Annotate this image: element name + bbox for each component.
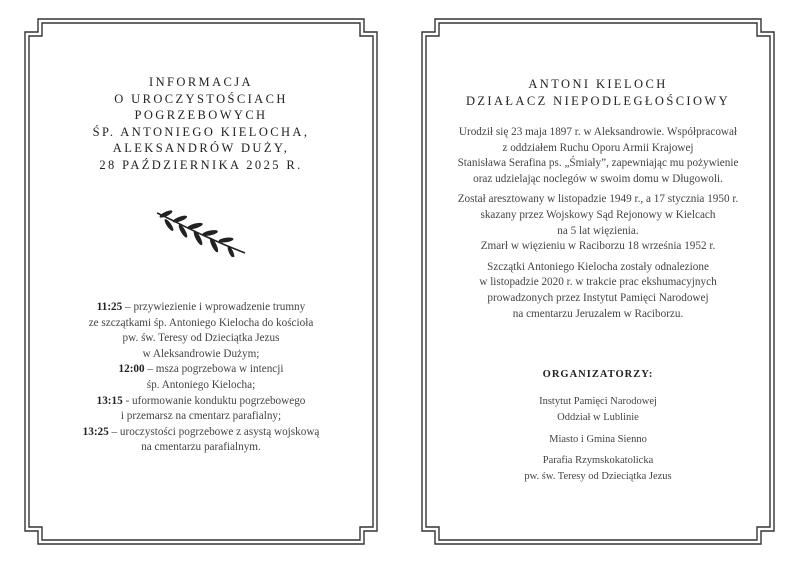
biography-paragraph (421, 260, 775, 322)
biography-line: Urodził się 23 maja 1897 r. w Aleksandrowie. Współpracował (458, 126, 738, 138)
schedule-line: pw. św. Teresy od Dzieciątka Jezus (122, 332, 280, 345)
schedule-line: w Aleksandrowie Dużym; (142, 347, 260, 360)
biography-line: prowadzonych przez Instytut Pamięci Narodowej (487, 291, 709, 304)
biography-text (421, 125, 775, 327)
heading-line: POGRZEBOWYCH (134, 108, 268, 122)
heading-line: O UROCZYSTOŚCIACH (114, 91, 288, 106)
event-heading (24, 74, 378, 173)
schedule-time: 13:25 (82, 425, 109, 438)
biography-line: w listopadzie 2020 r. w trakcie prac ekshumacyjnych (479, 276, 717, 289)
organizer (421, 394, 775, 426)
left-card (24, 18, 378, 545)
right-card (421, 18, 775, 545)
heading-line: ANTONI KIELOCH (528, 77, 668, 91)
schedule-line: ze szczątkami śp. Antoniego Kielocha do kościoła (88, 316, 314, 329)
schedule-line: 13:15 - uformowanie konduktu pogrzebowego (96, 394, 306, 407)
organizer-line: pw. św. Teresy od Dzieciątka Jezus (524, 471, 672, 483)
schedule-time: 12:00 (118, 363, 145, 376)
schedule-line: na cmentarzu parafialnym. (141, 441, 261, 454)
biography-paragraph (421, 125, 775, 187)
heading-line: INFORMACJA (149, 75, 253, 89)
heading-line: DZIAŁACZ NIEPODLEGŁOŚCIOWY (465, 93, 731, 108)
heading-line: 28 PAŹDZIERNIKA 2025 R. (99, 157, 303, 172)
biography-line: Został aresztowany w listopadzie 1949 r., a 17 stycznia 1950 r. (457, 193, 739, 206)
schedule-line: 11:25 – przywiezienie i wprowadzenie trumny (96, 301, 306, 313)
biography-line: oraz udzielając noclegów w swoim domu w Długowoli. (473, 172, 723, 185)
organizer (421, 432, 775, 448)
schedule-line: 12:00 – msza pogrzebowa w intencji (118, 363, 284, 376)
biography-line: Zmarł w więzieniu w Raciborzu 18 września 1952 r. (480, 240, 716, 253)
biography-heading (421, 76, 775, 109)
schedule-line: 13:25 – uroczystości pogrzebowe z asystą wojskową (82, 425, 320, 438)
olive-branch-icon (153, 209, 249, 257)
schedule-line: i przemarsz na cmentarz parafialny; (120, 410, 282, 423)
schedule-time: 13:15 (96, 394, 123, 407)
biography-line: na 5 lat więzienia. (557, 224, 639, 237)
organizer (421, 453, 775, 485)
biography-line: Stanisława Serafina ps. „Śmiały”, zapewniając mu pożywienie (457, 157, 739, 170)
organizer-line: Parafia Rzymskokatolicka (542, 455, 654, 467)
biography-line: z oddziałem Ruchu Oporu Armii Krajowej (502, 141, 694, 154)
organizers-list (421, 394, 775, 491)
heading-line: ALEKSANDRÓW DUŻY, (112, 141, 290, 155)
biography-line: Szczątki Antoniego Kielocha zostały odnalezione (487, 260, 709, 273)
organizer-line: Oddział w Lublinie (557, 411, 639, 423)
organizer-line: Instytut Pamięci Narodowej (539, 396, 657, 407)
heading-line: ŚP. ANTONIEGO KIELOCHA, (92, 124, 310, 139)
biography-line: na cmentarzu Jeruzalem w Raciborzu. (512, 307, 684, 320)
organizer-line: Miasto i Gmina Sienno (549, 433, 647, 445)
biography-paragraph (421, 192, 775, 254)
ceremony-schedule (24, 300, 378, 456)
schedule-time: 11:25 (96, 301, 123, 313)
biography-line: skazany przez Wojskowy Sąd Rejonowy w Kielcach (480, 208, 716, 221)
schedule-line: śp. Antoniego Kielocha; (146, 378, 256, 391)
organizers-title: ORGANIZATORZY: (542, 369, 654, 380)
